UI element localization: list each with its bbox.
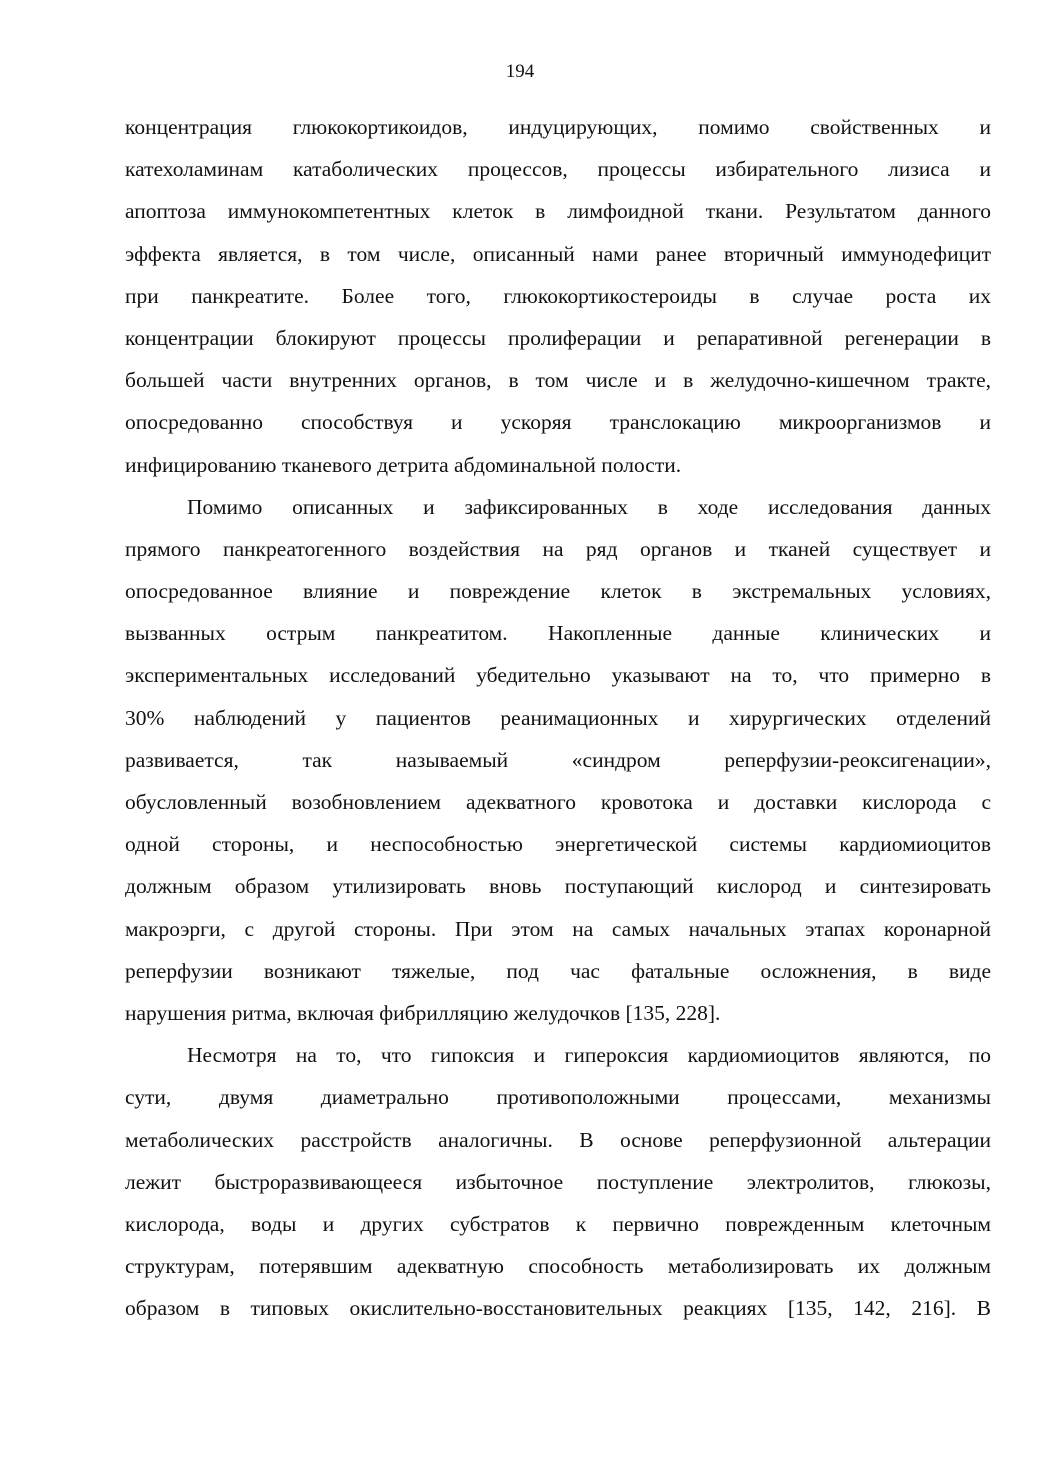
text-line: инфицированию тканевого детрита абдоминальной полости. (125, 452, 682, 477)
text-line: 30% наблюдений у пациентов реанимационных и хирургических отделений (125, 705, 991, 730)
document-body (125, 106, 991, 1329)
text-line: концентрация глюкокортикоидов, индуцирующих, помимо свойственных и (125, 115, 991, 139)
text-line: кислорода, воды и других субстратов к первично поврежденным клеточным (125, 1211, 991, 1236)
text-line: лежит быстроразвивающееся избыточное поступление электролитов, глюкозы, (125, 1169, 991, 1194)
text-line: структурам, потерявшим адекватную способность метаболизировать их должным (125, 1254, 991, 1279)
text-line: макроэрги, с другой стороны. При этом на самых начальных этапах коронарной (125, 916, 991, 941)
text-line: нарушения ритма, включая фибрилляцию желудочков [135, 228]. (125, 1000, 721, 1025)
text-line: опосредованно способствуя и ускоряя транслокацию микроорганизмов и (125, 410, 991, 435)
paragraph-3 (125, 1034, 991, 1329)
text-line: концентрации блокируют процессы пролиферации и репаративной регенерации в (125, 325, 991, 350)
text-line: экспериментальных исследований убедительно указывают на то, что примерно в (125, 663, 991, 688)
text-line: эффекта является, в том числе, описанный нами ранее вторичный иммунодефицит (125, 241, 991, 266)
text-line: метаболических расстройств аналогичны. В основе реперфузионной альтерации (125, 1127, 991, 1152)
text-line: сути, двумя диаметрально противоположными процессами, механизмы (125, 1085, 991, 1110)
text-line: большей части внутренних органов, в том числе и в желудочно-кишечном тракте, (125, 368, 991, 393)
text-line: реперфузии возникают тяжелые, под час фатальные осложнения, в виде (125, 958, 991, 983)
text-line: Несмотря на то, что гипоксия и гипероксия кардиомиоцитов являются, по (187, 1043, 991, 1068)
paragraph-1 (125, 106, 991, 486)
text-line: обусловленный возобновлением адекватного кровотока и доставки кислорода с (125, 790, 991, 814)
text-line: опосредованное влияние и повреждение клеток в экстремальных условиях, (125, 579, 991, 604)
text-line: Помимо описанных и зафиксированных в ходе исследования данных (187, 494, 991, 519)
text-line: должным образом утилизировать вновь поступающий кислород и синтезировать (125, 874, 991, 899)
text-line: развивается, так называемый «синдром реперфузии-реоксигенации», (125, 747, 991, 772)
paragraph-2 (125, 486, 991, 1034)
text-line: при панкреатите. Более того, глюкокортикостероиды в случае роста их (125, 283, 991, 308)
text-line: вызванных острым панкреатитом. Накопленные данные клинических и (125, 621, 991, 646)
page-number: 194 (505, 61, 535, 82)
text-line: прямого панкреатогенного воздействия на ряд органов и тканей существует и (125, 536, 991, 561)
text-line: образом в типовых окислительно-восстановительных реакциях [135, 142, 216]. В (125, 1296, 991, 1321)
text-line: катехоламинам катаболических процессов, процессы избирательного лизиса и (125, 157, 991, 182)
text-line: апоптоза иммунокомпетентных клеток в лимфоидной ткани. Результатом данного (125, 199, 991, 224)
text-line: одной стороны, и неспособностью энергетической системы кардиомиоцитов (125, 832, 991, 857)
